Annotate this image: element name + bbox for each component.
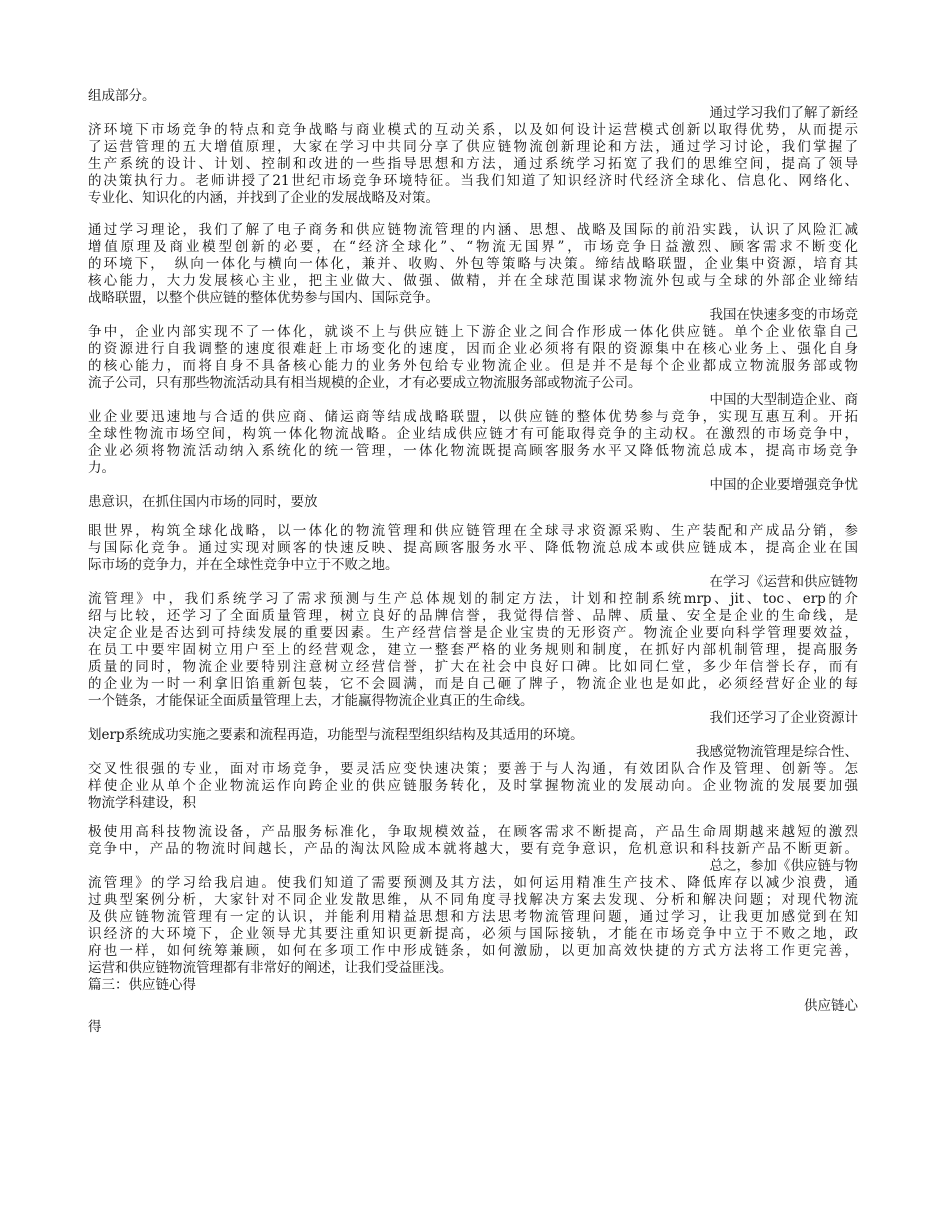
text-line: 际市场的竞争力，并在全球性竞争中立于不败之地。	[88, 557, 399, 573]
text-line: 流管理》中，我们系统学习了需求预测与生产总体规划的制定方法，计划和控制系统mrp、jit、toc、erp的介	[88, 591, 858, 607]
text-line: 总之，参加《供应链与物	[709, 858, 858, 874]
text-line: 的核心能力，而将自身不具备核心能力的业务外包给专业物流企业。但是并不是每个企业都成立物流服务部或物	[88, 358, 858, 374]
text-line: 流子公司，只有那些物流活动具有相当规模的企业，才有必要成立物流服务部或物流子公司。	[88, 375, 642, 391]
text-line: 生产系统的设计、计划、控制和改进的一些指导思想和方法，通过系统学习拓宽了我们的思维空间，提高了领导	[88, 156, 858, 172]
text-line: 企业必须将物流活动纳入系统化的统一管理，一体化物流既提高顾客服务水平又降低物流总成本，提高市场竞争	[88, 443, 858, 459]
text-line: 战略联盟，以整个供应链的整体优势参与国内、国际竞争。	[88, 290, 439, 306]
section-heading: 篇三：供应链心得	[88, 977, 196, 993]
text-line: 在学习《运营和供应链物	[709, 574, 858, 590]
text-line: 我感觉物流管理是综合性、	[696, 744, 858, 760]
text-line: 业企业要迅速地与合适的供应商、储运商等结成战略联盟，以供应链的整体优势参与竞争，实现互惠互利。开拓	[88, 409, 858, 425]
text-line: 通过学习理论，我们了解了电子商务和供应链物流管理的内涵、思想、战略及国际的前沿实践，认识了风险汇减	[88, 222, 858, 238]
text-line: 过典型案例分析，大家针对不同企业发散思维，从不同角度寻找解决方案去发现、分析和解决问题；对现代物流	[88, 892, 858, 908]
text-line: 的环境下， 纵向一体化与横向一体化，兼并、收购、外包等策略与决策。缔结战略联盟，企业集中资源，培育其	[88, 256, 858, 272]
text-line: 竞争中，产品的物流时间越长，产品的淘汰风险成本就将越大，要有竞争意识，危机意识和科技新产品不断更新。	[88, 841, 858, 857]
text-line: 组成部分。	[88, 88, 156, 104]
text-line: 中国的大型制造企业、商	[709, 392, 858, 408]
text-line: 运营和供应链物流管理都有非常好的阐述，让我们受益匪浅。	[88, 960, 453, 976]
text-line: 的资源进行自我调整的速度很难赶上市场变化的速度，因而企业必须将有限的资源集中在核心业务上、强化自身	[88, 341, 858, 357]
text-line: 增值原理及商业模型创新的必要，在“经济全球化”、“物流无国界”，市场竞争日益激烈、顾客需求不断变化	[88, 239, 858, 255]
text-line: 极使用高科技物流设备，产品服务标准化，争取规模效益，在顾客需求不断提高，产品生命周期越来越短的激烈	[88, 824, 858, 840]
text-line: 的企业为一时一利拿旧馅重新包装，它不会圆满，而是自己砸了牌子，物流企业也是如此，必须经营好企业的每	[88, 676, 858, 692]
text-line: 供应链心	[804, 998, 858, 1014]
text-line: 得	[88, 1019, 102, 1035]
text-line: 物流学科建设，积	[88, 795, 196, 811]
text-line: 全球性物流市场空间，构筑一体化物流战略。企业结成供应链才有可能取得竞争的主动权。在激烈的市场竞争中，	[88, 426, 858, 442]
text-line: 中国的企业要增强竞争忧	[709, 477, 858, 493]
text-line: 绍与比较，还学习了全面质量管理，树立良好的品牌信誉，我觉得信誉、品牌、质量、安全是企业的生命线，是	[88, 608, 858, 624]
text-line: 样使企业从单个企业物流运作向跨企业的供应链服务转化，及时掌握物流业的发展动向。企业物流的发展要加强	[88, 778, 858, 794]
text-line: 了运营管理的五大增值原理，大家在学习中共同分享了供应链物流创新理论和方法，通过学习讨论，我们掌握了	[88, 139, 858, 155]
text-line: 决定企业是否达到可持续发展的重要因素。生产经营信誉是企业宝贵的无形资产。物流企业要向科学管理要效益，	[88, 625, 858, 641]
text-line: 通过学习我们了解了新经	[709, 105, 858, 121]
text-line: 力。	[88, 460, 115, 476]
text-line: 的决策执行力。老师讲授了21世纪市场竞争环境特征。当我们知道了知识经济时代经济全球化、信息化、网络化、	[88, 173, 858, 189]
document-body	[88, 88, 858, 1036]
text-line: 核心能力，大力发展核心主业，把主业做大、做强、做精，并在全球范围谋求物流外包或与全球的外部企业缔结	[88, 273, 858, 289]
text-line: 在员工中要牢固树立用户至上的经营观念，建立一整套严格的业务规则和制度，在抓好内部机制管理，提高服务	[88, 642, 858, 658]
text-line: 一个链条，才能保证全面质量管理上去，才能赢得物流企业真正的生命线。	[88, 693, 534, 709]
text-line: 流管理》的学习给我启迪。使我们知道了需要预测及其方法，如何运用精准生产技术、降低库存以减少浪费，通	[88, 875, 858, 891]
text-line: 府也一样，如何统筹兼顾，如何在多项工作中形成链条，如何激励，以更加高效快捷的方式方法将工作更完善，	[88, 943, 858, 959]
text-line: 患意识，在抓住国内市场的同时，要放	[88, 494, 318, 510]
text-line: 交叉性很强的专业，面对市场竞争，要灵活应变快速决策；要善于与人沟通，有效团队合作及管理、创新等。怎	[88, 761, 858, 777]
text-line: 专业化、知识化的内涵，并找到了企业的发展战略及对策。	[88, 190, 439, 206]
text-line: 我们还学习了企业资源计	[709, 710, 858, 726]
text-line: 及供应链物流管理有一定的认识，并能利用精益思想和方法思考物流管理问题，通过学习，让我更加感觉到在知	[88, 909, 858, 925]
text-line: 我国在快速多变的市场竞	[709, 307, 858, 323]
text-line: 与国际化竞争。通过实现对顾客的快速反映、提高顾客服务水平、降低物流总成本或供应链成本，提高企业在国	[88, 540, 858, 556]
text-line: 济环境下市场竞争的特点和竞争战略与商业模式的互动关系，以及如何设计运营模式创新以取得优势，从而提示	[88, 122, 858, 138]
text-line: 划erp系统成功实施之要素和流程再造，功能型与流程型组织结构及其适用的环境。	[88, 727, 584, 743]
text-line: 争中，企业内部实现不了一体化，就谈不上与供应链上下游企业之间合作形成一体化供应链。单个企业依靠自己	[88, 324, 858, 340]
text-line: 识经济的大环境下，企业领导尤其要注重知识更新提高，必须与国际接轨，才能在市场竞争中立于不败之地，政	[88, 926, 858, 942]
text-line: 眼世界，构筑全球化战略，以一体化的物流管理和供应链管理在全球寻求资源采购、生产装配和产成品分销，参	[88, 523, 858, 539]
text-line: 质量的同时，物流企业要特别注意树立经营信誉，扩大在社会中良好口碑。比如同仁堂，多少年信誉长存，而有	[88, 659, 858, 675]
